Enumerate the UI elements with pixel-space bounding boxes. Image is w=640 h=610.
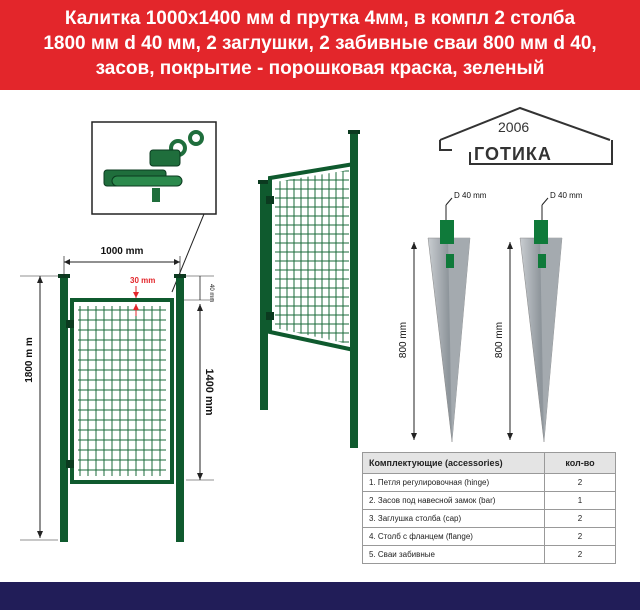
accessories-header-qty: кол-во [545,453,616,474]
logo-name: ГОТИКА [474,144,552,164]
pile-1-length: 800 mm [398,321,409,359]
accessory-name: 4. Столб с фланцем (flange) [363,528,545,546]
accessory-qty: 2 [545,546,616,564]
title-banner [0,0,640,90]
logo-year: 2006 [498,119,530,135]
right-post [176,276,184,542]
table-row [363,546,616,564]
post-height-label: 1800 m m [24,337,35,383]
accessories-header-row [363,453,616,474]
gate-front-drawing [20,246,215,542]
title-line-3: засов, покрытие - порошковая краска, зеленый [95,58,545,79]
pile-2 [494,191,583,442]
accessory-qty: 2 [545,474,616,492]
gate-perspective [258,130,360,448]
gap-label: 30 mm [130,276,156,285]
pile-1-post [440,220,454,244]
accessory-name: 2. Засов под навесной замок (bar) [363,492,545,510]
accessory-name: 3. Заглушка столба (cap) [363,510,545,528]
left-post [60,276,68,542]
pile-2-length: 800 mm [494,321,505,359]
latch-bolt [112,176,182,186]
accessory-qty: 2 [545,510,616,528]
footer-bar [0,582,640,610]
table-row [363,492,616,510]
persp-left-post [260,182,268,410]
gotika-logo [440,108,612,164]
accessories-table [362,452,616,564]
accessory-qty: 1 [545,492,616,510]
persp-gate-mesh [275,170,349,344]
title-line-1: Калитка 1000х1400 мм d прутка 4мм, в компл 2 столба [64,8,576,29]
top-offset-label: 40 mm [208,284,214,303]
latch-bracket [150,150,180,166]
hinge-top [66,320,74,328]
pile-2-post [534,220,548,244]
pile-1 [398,191,487,442]
accessory-name: 5. Сваи забивные [363,546,545,564]
title-line-2: 1800 мм d 40 мм, 2 заглушки, 2 забивные сваи 800 мм d 40, [43,33,597,54]
latch-handle [152,188,160,202]
latch-inset [92,122,216,214]
table-row [363,510,616,528]
gate-height-label: 1400 mm [203,368,215,416]
hinge-bottom [66,460,74,468]
table-row [363,528,616,546]
accessories-header-name: Комплектующие (accessories) [363,453,545,474]
table-row [363,474,616,492]
gate-mesh [78,306,166,476]
pile-2-diameter: D 40 mm [550,191,583,200]
accessory-qty: 2 [545,528,616,546]
width-label: 1000 mm [100,246,144,257]
pile-1-diameter: D 40 mm [454,191,487,200]
accessory-name: 1. Петля регулировочная (hinge) [363,474,545,492]
